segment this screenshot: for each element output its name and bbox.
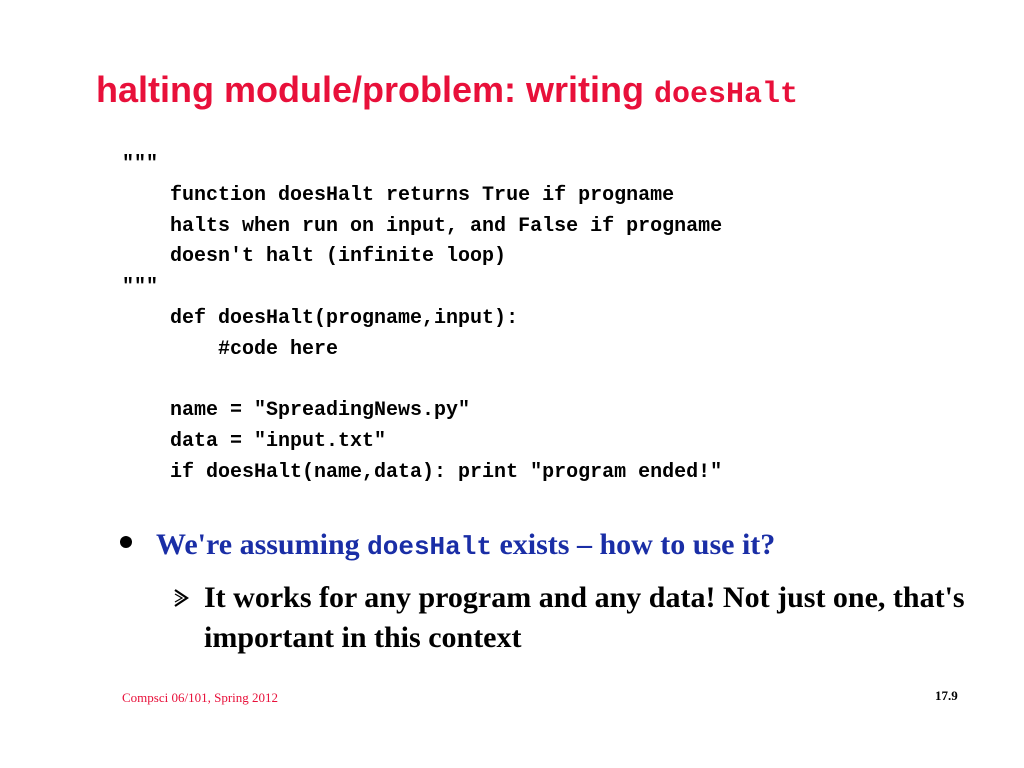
code-line: function doesHalt returns True if progname [122, 183, 675, 207]
code-line: def doesHalt(progname,input): [122, 306, 519, 330]
footer-course: Compsci 06/101, Spring 2012 [122, 690, 279, 705]
slide-number: 17.9 [935, 688, 958, 703]
sub-bullet-item [172, 578, 972, 658]
bullet-code: doesHalt [367, 532, 492, 562]
code-line: halts when run on input, and False if progname [122, 214, 723, 238]
code-line: doesn't halt (infinite loop) [122, 245, 507, 269]
code-line: if doesHalt(name,data): print "program ended!" [122, 460, 723, 484]
code-block [122, 150, 722, 489]
arrow-bullet-icon [172, 588, 190, 608]
code-line: data = "input.txt" [122, 430, 387, 454]
bullet-item [120, 528, 775, 562]
bullet-dot-icon [120, 536, 132, 548]
bullet-text-before: We're assuming [156, 528, 368, 561]
bullet-text-after: exists – how to use it? [491, 528, 776, 561]
slide-title-text: halting module/problem: writing [96, 69, 654, 110]
code-line: """ [122, 153, 159, 176]
code-line: #code here [122, 337, 339, 361]
code-line: name = "SpreadingNews.py" [122, 399, 471, 423]
sub-bullet-text: It works for any program and any data! Not just one, that's important in this context [204, 581, 965, 654]
code-line: """ [122, 276, 159, 300]
slide-title [96, 68, 798, 113]
code-line [122, 366, 722, 397]
slide-title-code: doesHalt [653, 78, 799, 112]
